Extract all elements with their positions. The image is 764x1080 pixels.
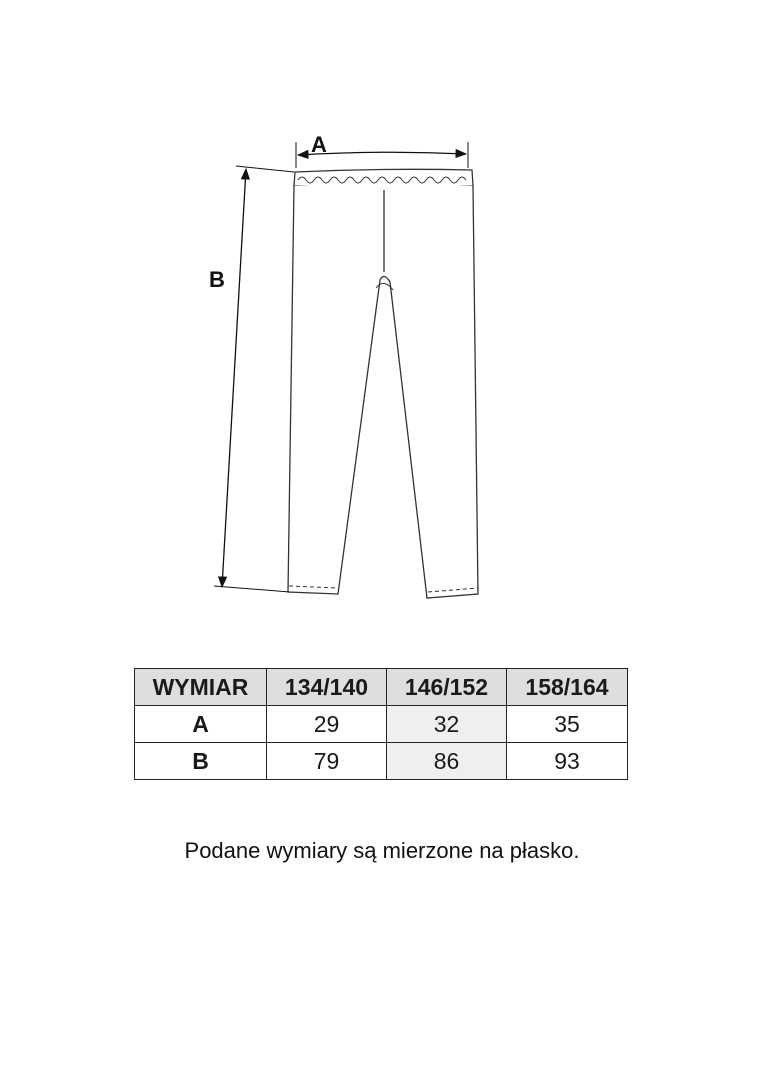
header-cell: 158/164 [507, 669, 628, 706]
header-cell: WYMIAR [135, 669, 267, 706]
table-cell: 32 [387, 706, 507, 743]
size-chart-table [134, 668, 628, 780]
table-cell: 86 [387, 743, 507, 780]
leggings-outline [288, 169, 478, 598]
table-row [135, 706, 628, 743]
table-cell: 93 [507, 743, 628, 780]
row-label: B [135, 743, 267, 780]
table-cell: 29 [267, 706, 387, 743]
header-cell: 146/152 [387, 669, 507, 706]
dimension-a [296, 132, 468, 168]
dimension-a-label: A [311, 132, 327, 157]
dimension-b [209, 166, 294, 592]
header-cell: 134/140 [267, 669, 387, 706]
row-label: A [135, 706, 267, 743]
table-cell: 79 [267, 743, 387, 780]
table-header-row [135, 669, 628, 706]
dimension-b-label: B [209, 267, 225, 292]
table-cell: 35 [507, 706, 628, 743]
measurement-note: Podane wymiary są mierzone na płasko. [184, 838, 580, 863]
table-row [135, 743, 628, 780]
